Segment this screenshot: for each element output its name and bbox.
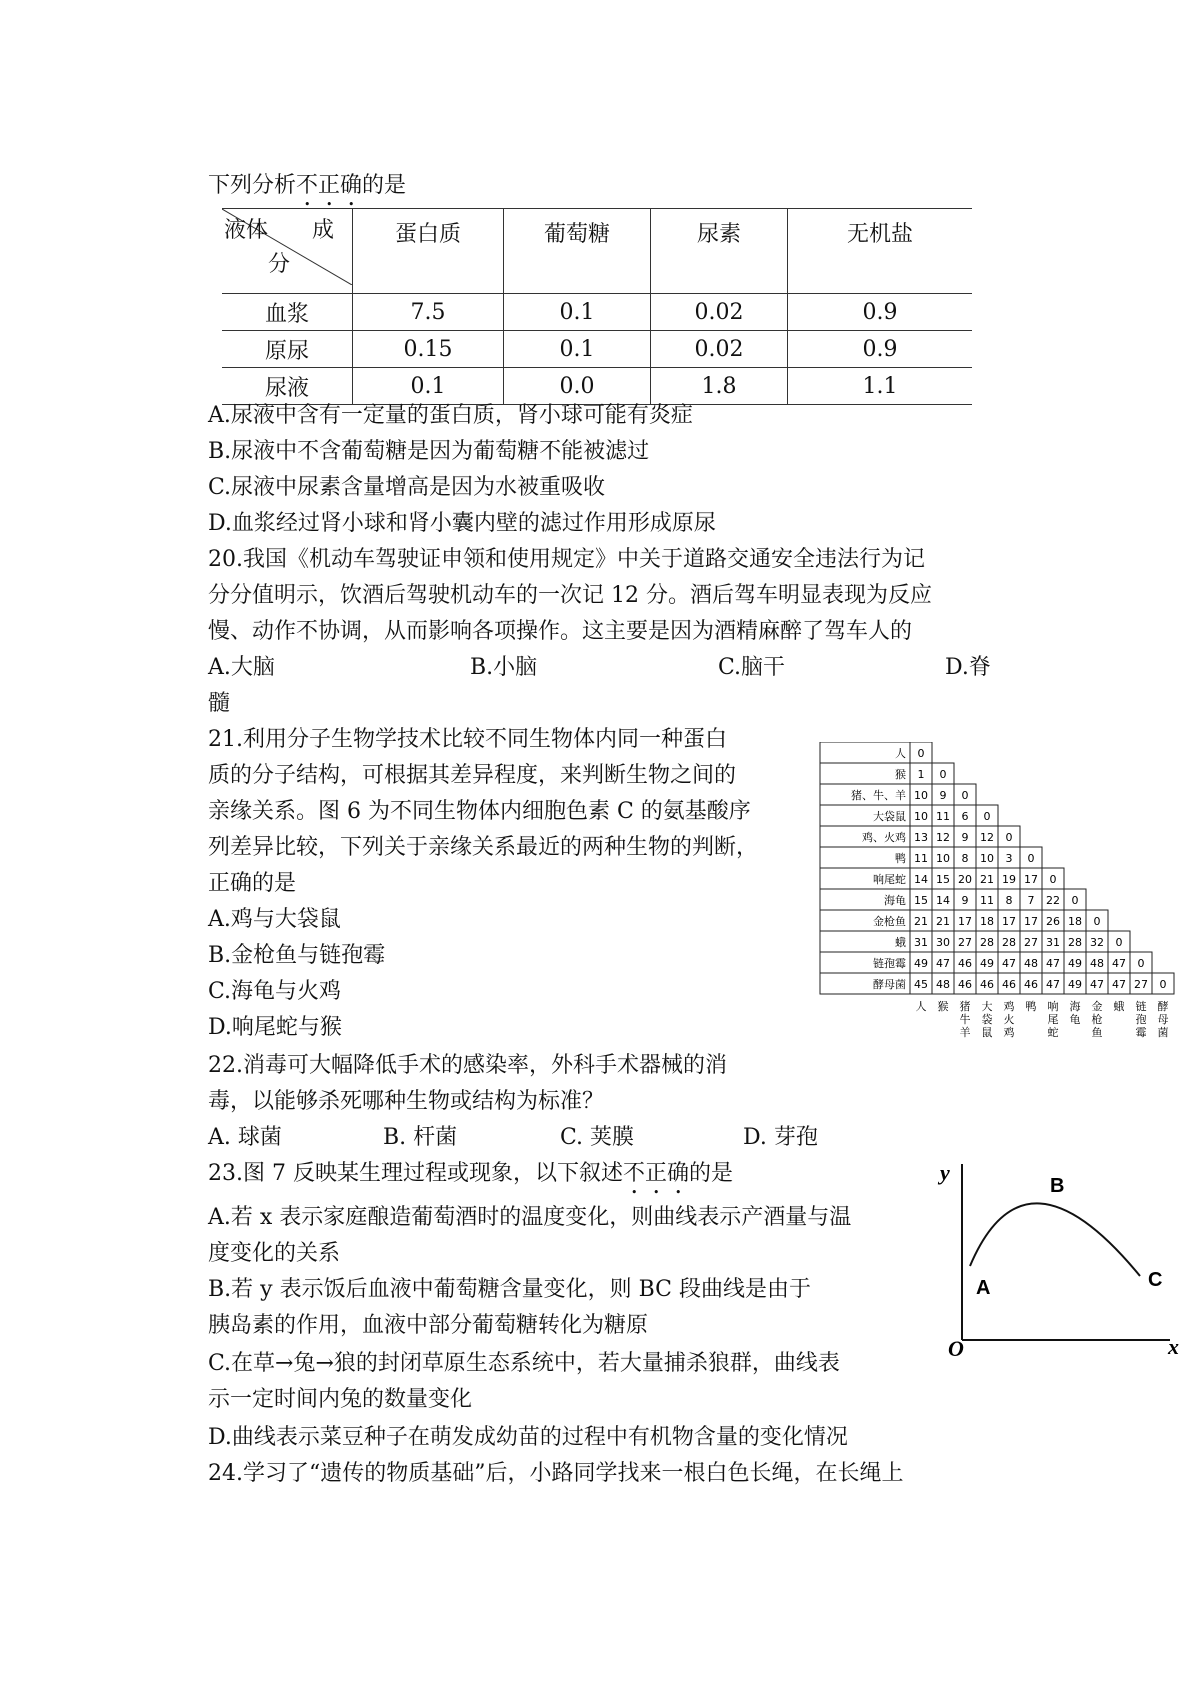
- column-label: 大: [981, 1000, 993, 1013]
- matrix-value: 49: [1068, 957, 1082, 970]
- figure-6-triangle-table: [818, 742, 1190, 1092]
- matrix-value: 47: [1112, 978, 1126, 991]
- column-label: 猪: [959, 1000, 971, 1013]
- matrix-value: 28: [1068, 936, 1082, 949]
- matrix-value: 47: [1112, 957, 1126, 970]
- q20-option-c: C.脑干: [718, 655, 786, 680]
- q20-stem-line: 20.我国《机动车驾驶证申领和使用规定》中关于道路交通安全违法行为记: [208, 547, 925, 572]
- q21-option-d: D.响尾蛇与猴: [208, 1015, 342, 1040]
- matrix-value: 9: [961, 894, 969, 907]
- table-row: 尿液 0.1 0.0 1.8 1.1: [222, 368, 972, 405]
- header-cell: 无机盐: [846, 222, 913, 247]
- matrix-value: 18: [1068, 915, 1082, 928]
- q21-stem-line: 21.利用分子生物学技术比较不同生物体内同一种蛋白: [208, 727, 727, 752]
- matrix-value: 48: [1024, 957, 1038, 970]
- matrix-value: 0: [939, 768, 947, 781]
- curve: [970, 1203, 1140, 1276]
- row-label: 酵母菌: [873, 978, 906, 991]
- q23-line: D.曲线表示菜豆种子在萌发成幼苗的过程中有机物含量的变化情况: [208, 1425, 848, 1450]
- column-label: 龟: [1069, 1013, 1081, 1026]
- matrix-value: 8: [961, 852, 969, 865]
- matrix-value: 49: [914, 957, 928, 970]
- matrix-value: 21: [936, 915, 950, 928]
- matrix-value: 47: [1002, 957, 1016, 970]
- q23-line: 胰岛素的作用，血液中部分葡萄糖转化为糖原: [208, 1313, 649, 1338]
- composition-table: [222, 208, 972, 405]
- matrix-value: 11: [980, 894, 994, 907]
- q23-line: A.若 x 表示家庭酿造葡萄酒时的温度变化，则曲线表示产酒量与温: [208, 1205, 852, 1230]
- column-label: 霉: [1135, 1026, 1147, 1039]
- q20-option-b: B.小脑: [470, 655, 538, 680]
- table-row: 原尿 0.15 0.1 0.02 0.9: [222, 331, 972, 368]
- q21-option-b: B.金枪鱼与链孢霉: [208, 943, 386, 968]
- matrix-value: 0: [983, 810, 991, 823]
- header-cell: 葡萄糖: [504, 209, 651, 294]
- row-label: 鸭: [895, 852, 906, 865]
- matrix-value: 17: [958, 915, 972, 928]
- column-label: 火: [1003, 1013, 1015, 1026]
- row-label: 海龟: [884, 894, 906, 907]
- row-label: 人: [895, 747, 906, 760]
- row-label: 猴: [895, 768, 906, 781]
- figure-7-curve: [930, 1156, 1190, 1356]
- matrix-value: 0: [1093, 915, 1101, 928]
- matrix-value: 46: [1002, 978, 1016, 991]
- column-label: 金: [1091, 1000, 1103, 1013]
- matrix-value: 15: [914, 894, 928, 907]
- matrix-value: 27: [958, 936, 972, 949]
- matrix-value: 18: [980, 915, 994, 928]
- q19-option-d: D.血浆经过肾小球和肾小囊内壁的滤过作用形成原尿: [208, 511, 716, 536]
- column-label: 猴: [937, 1000, 949, 1013]
- column-label: 尾: [1047, 1013, 1059, 1026]
- matrix-value: 27: [1024, 936, 1038, 949]
- matrix-value: 9: [939, 789, 947, 802]
- row-label: 金枪鱼: [873, 915, 906, 928]
- matrix-value: 19: [1002, 873, 1016, 886]
- column-label: 羊: [959, 1026, 971, 1039]
- matrix-value: 20: [958, 873, 972, 886]
- q23-stem: 23.图 7 反映某生理过程或现象，以下叙述不正确的是: [208, 1161, 734, 1186]
- matrix-value: 6: [961, 810, 969, 823]
- matrix-value: 13: [914, 831, 928, 844]
- matrix-value: 27: [1134, 978, 1148, 991]
- matrix-value: 47: [936, 957, 950, 970]
- q23-line: 示一定时间内兔的数量变化: [208, 1387, 473, 1412]
- row-label: 响尾蛇: [873, 873, 906, 886]
- matrix-value: 12: [980, 831, 994, 844]
- origin-label: O: [948, 1336, 964, 1356]
- column-label: 蛇: [1047, 1026, 1059, 1039]
- matrix-value: 48: [1090, 957, 1104, 970]
- matrix-value: 1: [917, 768, 925, 781]
- matrix-value: 0: [917, 747, 925, 760]
- q21-option-c: C.海龟与火鸡: [208, 979, 342, 1004]
- q19-intro: 下列分析不正确的是: [208, 173, 407, 198]
- matrix-value: 10: [914, 789, 928, 802]
- row-label: 蛾: [895, 936, 906, 949]
- matrix-value: 49: [980, 957, 994, 970]
- q21-option-a: A.鸡与大袋鼠: [208, 907, 341, 932]
- y-axis-label: y: [940, 1160, 950, 1185]
- matrix-value: 32: [1090, 936, 1104, 949]
- q22-option-a: A. 球菌: [208, 1125, 282, 1150]
- matrix-value: 11: [914, 852, 928, 865]
- point-c-label: C: [1148, 1269, 1163, 1291]
- matrix-value: 46: [958, 978, 972, 991]
- column-label: 蛾: [1113, 1000, 1125, 1013]
- column-label: 牛: [959, 1013, 971, 1026]
- matrix-value: 46: [1024, 978, 1038, 991]
- q22-stem-line: 毒，以能够杀死哪种生物或结构为标准？: [208, 1089, 605, 1114]
- q23-line: C.在草→兔→狼的封闭草原生态系统中，若大量捕杀狼群，曲线表: [208, 1351, 840, 1376]
- matrix-value: 0: [1159, 978, 1167, 991]
- matrix-value: 17: [1024, 873, 1038, 886]
- column-label: 鸡: [1003, 1026, 1015, 1039]
- column-label: 菌: [1157, 1026, 1169, 1039]
- matrix-value: 3: [1005, 852, 1013, 865]
- point-a-label: A: [976, 1277, 991, 1299]
- column-label: 鸡: [1003, 1000, 1015, 1013]
- column-label: 鸭: [1025, 1000, 1037, 1013]
- matrix-value: 46: [980, 978, 994, 991]
- q20-stem-line: 慢、动作不协调，从而影响各项操作。这主要是因为酒精麻醉了驾车人的: [208, 619, 913, 644]
- table-corner: 液体 成 分: [222, 209, 353, 294]
- column-label: 人: [915, 1000, 927, 1013]
- matrix-value: 48: [936, 978, 950, 991]
- q20-stem-line: 分分值明示，饮酒后驾驶机动车的一次记 12 分。酒后驾车明显表现为反应: [208, 583, 932, 608]
- matrix-value: 47: [1090, 978, 1104, 991]
- row-label: 大袋鼠: [873, 810, 906, 823]
- matrix-value: 0: [1005, 831, 1013, 844]
- header-cell: 尿素: [651, 209, 788, 294]
- matrix-value: 8: [1005, 894, 1013, 907]
- q20-option-d: D.脊: [945, 655, 991, 680]
- q19-option-a: A.尿液中含有一定量的蛋白质，肾小球可能有炎症: [208, 403, 693, 428]
- x-axis-label: x: [1168, 1334, 1179, 1356]
- matrix-value: 14: [914, 873, 928, 886]
- q19-intro-emphasis: 不正确: [296, 173, 363, 198]
- matrix-value: 31: [1046, 936, 1060, 949]
- matrix-value: 49: [1068, 978, 1082, 991]
- row-label: 链孢霉: [873, 957, 906, 970]
- matrix-value: 0: [1071, 894, 1079, 907]
- column-label: 鼠: [981, 1026, 993, 1039]
- column-label: 枪: [1091, 1013, 1103, 1026]
- q19-option-c: C.尿液中尿素含量增高是因为水被重吸收: [208, 475, 606, 500]
- q23-stem-emphasis: 不正确: [622, 1161, 689, 1186]
- column-label: 酵: [1157, 1000, 1169, 1013]
- matrix-value: 17: [1024, 915, 1038, 928]
- q20-option-a: A.大脑: [208, 655, 275, 680]
- matrix-value: 9: [961, 831, 969, 844]
- matrix-value: 22: [1046, 894, 1060, 907]
- q23-line: B.若 y 表示饭后血液中葡萄糖含量变化，则 BC 段曲线是由于: [208, 1277, 811, 1302]
- row-label: 鸡、火鸡: [862, 831, 906, 844]
- matrix-value: 14: [936, 894, 950, 907]
- column-label: 鱼: [1091, 1026, 1103, 1039]
- column-label: 响: [1047, 1000, 1059, 1013]
- column-label: 袋: [981, 1013, 993, 1026]
- matrix-value: 17: [1002, 915, 1016, 928]
- q23-line: 度变化的关系: [208, 1241, 341, 1266]
- point-b-label: B: [1050, 1175, 1065, 1197]
- column-label: 链: [1135, 1000, 1147, 1013]
- table-row: 血浆 7.5 0.1 0.02 0.9: [222, 294, 972, 331]
- q21-stem-line: 质的分子结构，可根据其差异程度，来判断生物之间的: [208, 763, 737, 788]
- matrix-value: 7: [1027, 894, 1035, 907]
- matrix-value: 21: [980, 873, 994, 886]
- q20-option-d-wrap: 髓: [208, 691, 231, 716]
- q21-stem-line: 列差异比较，下列关于亲缘关系最近的两种生物的判断，: [208, 835, 759, 860]
- q22-option-d: D. 芽孢: [743, 1125, 818, 1150]
- matrix-value: 21: [914, 915, 928, 928]
- matrix-value: 0: [1137, 957, 1145, 970]
- matrix-value: 10: [914, 810, 928, 823]
- q22-option-c: C. 荚膜: [560, 1125, 635, 1150]
- header-cell: 蛋白质: [353, 209, 504, 294]
- matrix-value: 47: [1046, 978, 1060, 991]
- matrix-value: 10: [936, 852, 950, 865]
- matrix-value: 0: [1027, 852, 1035, 865]
- matrix-value: 28: [1002, 936, 1016, 949]
- column-label: 母: [1157, 1013, 1169, 1026]
- matrix-value: 0: [961, 789, 969, 802]
- matrix-value: 12: [936, 831, 950, 844]
- q21-stem-line: 亲缘关系。图 6 为不同生物体内细胞色素 C 的氨基酸序: [208, 799, 751, 824]
- matrix-value: 30: [936, 936, 950, 949]
- matrix-value: 46: [958, 957, 972, 970]
- matrix-value: 0: [1115, 936, 1123, 949]
- row-label: 猪、牛、羊: [851, 789, 906, 802]
- column-label: 海: [1069, 1000, 1081, 1013]
- q19-option-b: B.尿液中不含葡萄糖是因为葡萄糖不能被滤过: [208, 439, 650, 464]
- matrix-value: 11: [936, 810, 950, 823]
- matrix-value: 15: [936, 873, 950, 886]
- q21-stem-line: 正确的是: [208, 871, 297, 896]
- matrix-value: 45: [914, 978, 928, 991]
- matrix-value: 47: [1046, 957, 1060, 970]
- column-label: 孢: [1135, 1013, 1147, 1026]
- q24-stem: 24.学习了“遗传的物质基础”后，小路同学找来一根白色长绳，在长绳上: [208, 1461, 904, 1486]
- matrix-value: 28: [980, 936, 994, 949]
- matrix-value: 10: [980, 852, 994, 865]
- q22-stem-line: 22.消毒可大幅降低手术的感染率，外科手术器械的消: [208, 1053, 727, 1078]
- q22-option-b: B. 杆菌: [383, 1125, 458, 1150]
- matrix-value: 31: [914, 936, 928, 949]
- matrix-value: 26: [1046, 915, 1060, 928]
- matrix-value: 0: [1049, 873, 1057, 886]
